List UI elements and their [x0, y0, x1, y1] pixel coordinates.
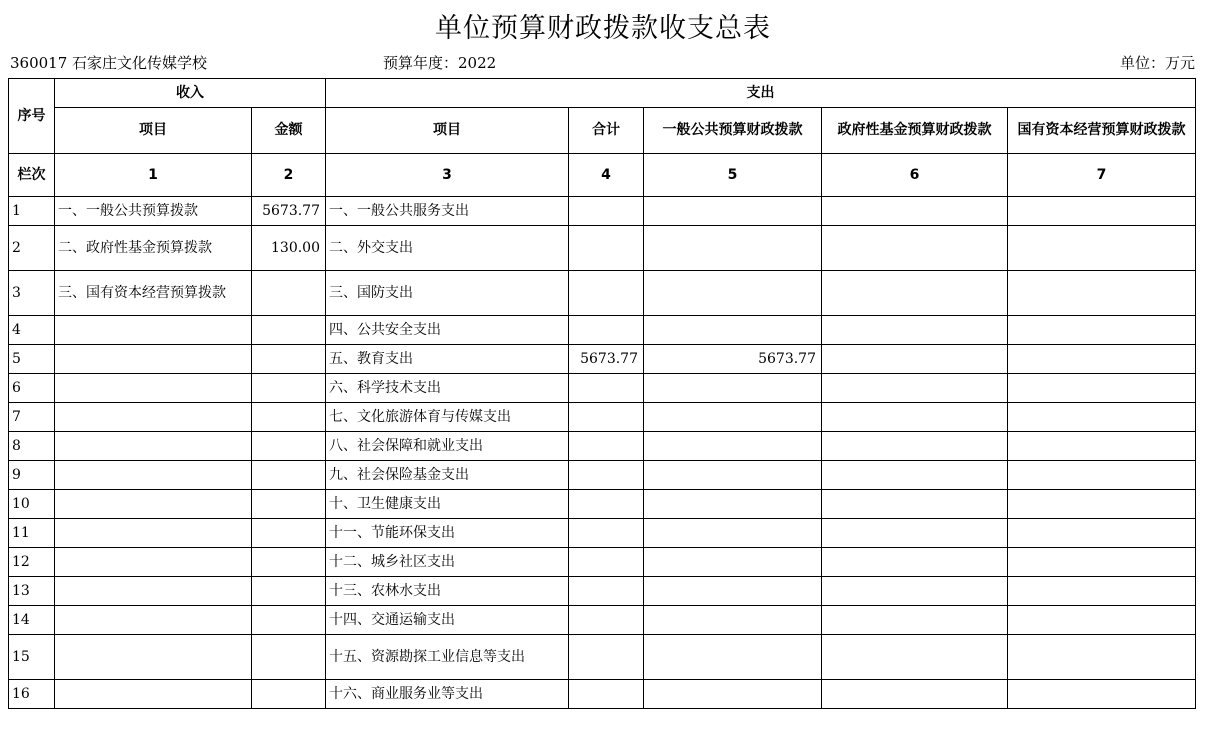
- total-cell: [569, 271, 644, 316]
- income-item-cell: [55, 345, 252, 374]
- income-amount-cell: [252, 345, 326, 374]
- income-item-cell: [55, 680, 252, 709]
- table-row: [9, 197, 1196, 226]
- fund-budget-cell: [822, 345, 1008, 374]
- expense-item-cell: 一、一般公共服务支出: [326, 197, 569, 226]
- seq-cell: 4: [9, 316, 55, 345]
- table-row: [9, 606, 1196, 635]
- income-item-cell: [55, 635, 252, 680]
- total-cell: [569, 606, 644, 635]
- column-number-label: 栏次: [9, 154, 55, 197]
- table-row: [9, 461, 1196, 490]
- table-row: [9, 490, 1196, 519]
- table-row: [9, 345, 1196, 374]
- seq-cell: 16: [9, 680, 55, 709]
- total-cell: [569, 680, 644, 709]
- seq-header: 序号: [9, 79, 55, 154]
- seq-cell: 5: [9, 345, 55, 374]
- fund-budget-cell: [822, 548, 1008, 577]
- expense-item-cell: 十五、资源勘探工业信息等支出: [326, 635, 569, 680]
- column-number-3: 3: [326, 154, 569, 197]
- income-item-header: 项目: [55, 108, 252, 154]
- expense-item-cell: 八、社会保障和就业支出: [326, 432, 569, 461]
- income-amount-cell: [252, 316, 326, 345]
- table-row: [9, 577, 1196, 606]
- income-item-cell: [55, 490, 252, 519]
- general-budget-cell: [644, 197, 822, 226]
- total-cell: [569, 490, 644, 519]
- table-row: [9, 548, 1196, 577]
- income-group-header: 收入: [55, 79, 326, 108]
- state-capital-cell: [1008, 548, 1196, 577]
- fund-budget-cell: [822, 490, 1008, 519]
- expense-item-cell: 六、科学技术支出: [326, 374, 569, 403]
- income-amount-cell: [252, 271, 326, 316]
- total-cell: [569, 635, 644, 680]
- seq-cell: 3: [9, 271, 55, 316]
- expense-item-cell: 十、卫生健康支出: [326, 490, 569, 519]
- page-title: 单位预算财政拨款收支总表: [435, 13, 771, 44]
- seq-cell: 6: [9, 374, 55, 403]
- fund-budget-cell: [822, 316, 1008, 345]
- state-capital-cell: [1008, 197, 1196, 226]
- state-capital-cell: [1008, 461, 1196, 490]
- column-number-4: 4: [569, 154, 644, 197]
- income-item-cell: [55, 606, 252, 635]
- general-budget-cell: [644, 680, 822, 709]
- total-cell: [569, 548, 644, 577]
- fund-budget-cell: [822, 606, 1008, 635]
- column-number-5: 5: [644, 154, 822, 197]
- unit-label: 360017 石家庄文化传媒学校: [10, 54, 208, 72]
- general-budget-cell: [644, 374, 822, 403]
- state-capital-cell: [1008, 374, 1196, 403]
- state-capital-cell: [1008, 606, 1196, 635]
- expense-item-cell: 四、公共安全支出: [326, 316, 569, 345]
- seq-cell: 12: [9, 548, 55, 577]
- income-item-cell: [55, 519, 252, 548]
- total-cell: [569, 432, 644, 461]
- income-amount-cell: [252, 577, 326, 606]
- income-amount-cell: 130.00: [252, 226, 326, 271]
- column-number-row: [9, 154, 1196, 197]
- general-budget-cell: [644, 461, 822, 490]
- expense-item-cell: 十三、农林水支出: [326, 577, 569, 606]
- state-capital-cell: [1008, 577, 1196, 606]
- table-row: [9, 635, 1196, 680]
- income-amount-cell: [252, 403, 326, 432]
- general-budget-cell: [644, 403, 822, 432]
- table-row: [9, 271, 1196, 316]
- total-cell: [569, 316, 644, 345]
- fund-budget-cell: [822, 197, 1008, 226]
- general-budget-cell: [644, 519, 822, 548]
- income-item-cell: 三、国有资本经营预算拨款: [55, 271, 252, 316]
- expense-item-cell: 十二、城乡社区支出: [326, 548, 569, 577]
- state-capital-cell: [1008, 226, 1196, 271]
- general-budget-header: 一般公共预算财政拨款: [644, 108, 822, 154]
- total-cell: [569, 226, 644, 271]
- expense-item-cell: 三、国防支出: [326, 271, 569, 316]
- fund-budget-cell: [822, 461, 1008, 490]
- column-number-2: 2: [252, 154, 326, 197]
- expense-group-header: 支出: [326, 79, 1196, 108]
- income-amount-cell: [252, 432, 326, 461]
- expense-item-cell: 十六、商业服务业等支出: [326, 680, 569, 709]
- income-item-cell: 一、一般公共预算拨款: [55, 197, 252, 226]
- column-number-1: 1: [55, 154, 252, 197]
- income-amount-cell: 5673.77: [252, 197, 326, 226]
- income-amount-cell: [252, 548, 326, 577]
- general-budget-cell: [644, 490, 822, 519]
- expense-item-cell: 七、文化旅游体育与传媒支出: [326, 403, 569, 432]
- state-capital-cell: [1008, 403, 1196, 432]
- general-budget-cell: [644, 548, 822, 577]
- seq-cell: 8: [9, 432, 55, 461]
- state-capital-cell: [1008, 316, 1196, 345]
- state-capital-cell: [1008, 432, 1196, 461]
- income-item-cell: [55, 577, 252, 606]
- general-budget-cell: [644, 316, 822, 345]
- seq-cell: 13: [9, 577, 55, 606]
- budget-table: [8, 78, 1196, 709]
- income-item-cell: [55, 403, 252, 432]
- seq-cell: 14: [9, 606, 55, 635]
- table-row: [9, 374, 1196, 403]
- total-cell: [569, 197, 644, 226]
- seq-cell: 9: [9, 461, 55, 490]
- state-capital-cell: [1008, 490, 1196, 519]
- table-row: [9, 226, 1196, 271]
- expense-item-cell: 九、社会保险基金支出: [326, 461, 569, 490]
- total-header: 合计: [569, 108, 644, 154]
- year-label: 预算年度：2022: [383, 54, 497, 72]
- income-amount-cell: [252, 490, 326, 519]
- expense-item-cell: 二、外交支出: [326, 226, 569, 271]
- income-item-cell: [55, 374, 252, 403]
- fund-budget-cell: [822, 271, 1008, 316]
- header-row-groups: [9, 79, 1196, 108]
- total-cell: [569, 403, 644, 432]
- table-row: [9, 519, 1196, 548]
- state-capital-cell: [1008, 345, 1196, 374]
- general-budget-cell: [644, 577, 822, 606]
- income-amount-cell: [252, 519, 326, 548]
- fund-budget-cell: [822, 403, 1008, 432]
- income-amount-cell: [252, 606, 326, 635]
- expense-item-cell: 十四、交通运输支出: [326, 606, 569, 635]
- fund-budget-cell: [822, 680, 1008, 709]
- seq-cell: 15: [9, 635, 55, 680]
- income-amount-header: 金额: [252, 108, 326, 154]
- fund-budget-cell: [822, 226, 1008, 271]
- seq-cell: 11: [9, 519, 55, 548]
- seq-cell: 1: [9, 197, 55, 226]
- table-row: [9, 316, 1196, 345]
- total-cell: [569, 461, 644, 490]
- seq-cell: 10: [9, 490, 55, 519]
- column-number-6: 6: [822, 154, 1008, 197]
- state-capital-cell: [1008, 635, 1196, 680]
- fund-budget-header: 政府性基金预算财政拨款: [822, 108, 1008, 154]
- expense-item-cell: 五、教育支出: [326, 345, 569, 374]
- income-amount-cell: [252, 374, 326, 403]
- total-cell: [569, 374, 644, 403]
- fund-budget-cell: [822, 519, 1008, 548]
- income-item-cell: [55, 432, 252, 461]
- fund-budget-cell: [822, 432, 1008, 461]
- measure-unit-label: 单位：万元: [1119, 54, 1195, 72]
- total-cell: 5673.77: [569, 345, 644, 374]
- seq-cell: 2: [9, 226, 55, 271]
- income-amount-cell: [252, 461, 326, 490]
- state-capital-cell: [1008, 271, 1196, 316]
- table-row: [9, 403, 1196, 432]
- state-capital-header: 国有资本经营预算财政拨款: [1008, 108, 1196, 154]
- general-budget-cell: [644, 226, 822, 271]
- state-capital-cell: [1008, 680, 1196, 709]
- column-number-7: 7: [1008, 154, 1196, 197]
- state-capital-cell: [1008, 519, 1196, 548]
- table-row: [9, 680, 1196, 709]
- fund-budget-cell: [822, 635, 1008, 680]
- income-item-cell: 二、政府性基金预算拨款: [55, 226, 252, 271]
- general-budget-cell: 5673.77: [644, 345, 822, 374]
- total-cell: [569, 577, 644, 606]
- income-amount-cell: [252, 635, 326, 680]
- table-row: [9, 432, 1196, 461]
- income-amount-cell: [252, 680, 326, 709]
- general-budget-cell: [644, 606, 822, 635]
- fund-budget-cell: [822, 374, 1008, 403]
- general-budget-cell: [644, 635, 822, 680]
- seq-cell: 7: [9, 403, 55, 432]
- general-budget-cell: [644, 271, 822, 316]
- general-budget-cell: [644, 432, 822, 461]
- income-item-cell: [55, 548, 252, 577]
- fund-budget-cell: [822, 577, 1008, 606]
- income-item-cell: [55, 316, 252, 345]
- expense-item-cell: 十一、节能环保支出: [326, 519, 569, 548]
- expense-item-header: 项目: [326, 108, 569, 154]
- total-cell: [569, 519, 644, 548]
- header-row-columns: [9, 108, 1196, 154]
- income-item-cell: [55, 461, 252, 490]
